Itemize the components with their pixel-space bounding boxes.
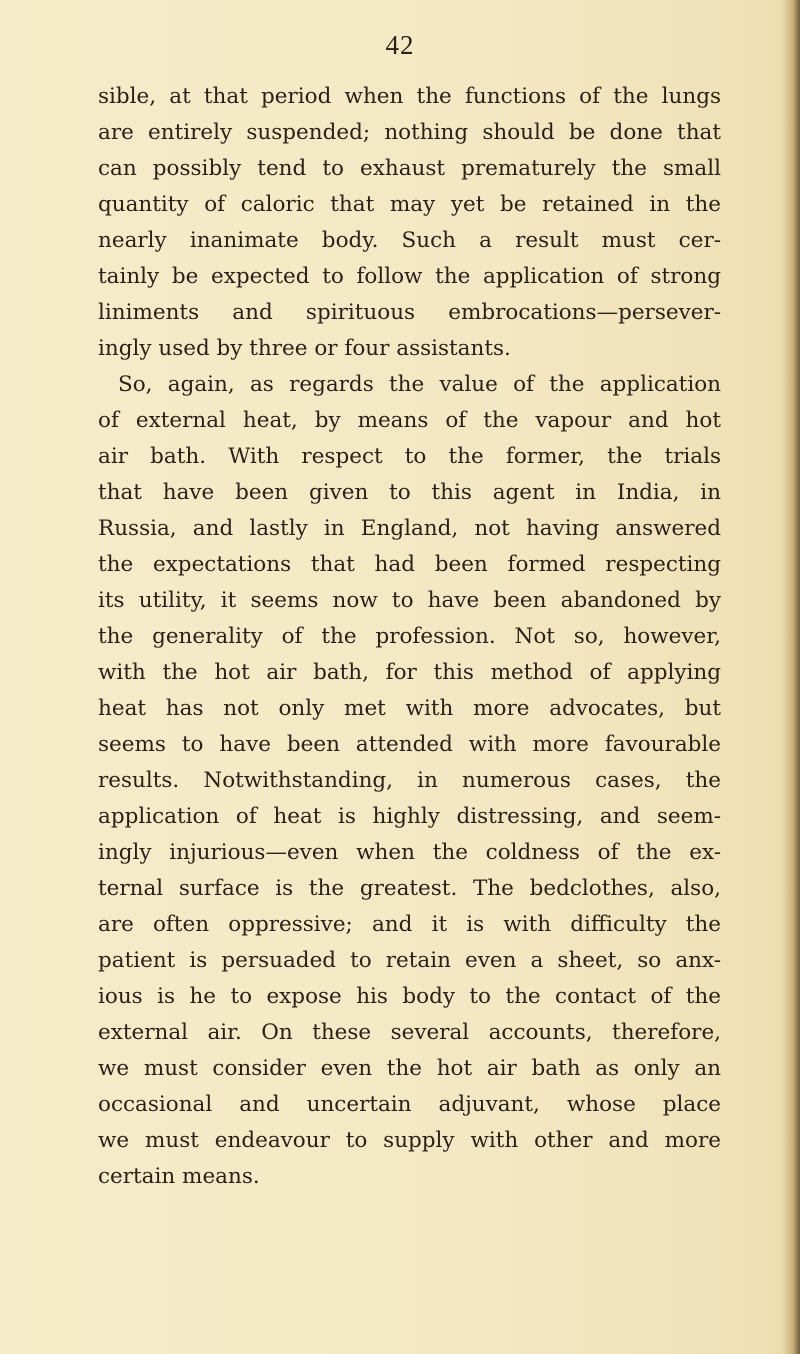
text-line: air bath. With respect to the former, the trials [98,444,721,469]
text-line: occasional and uncertain adjuvant, whose place [98,1092,721,1117]
page-edge-shadow [782,0,800,1354]
text-line: we must endeavour to supply with other and more [98,1128,721,1153]
text-line: of external heat, by means of the vapour and hot [98,408,721,433]
text-line: are often oppressive; and it is with difficulty the [98,912,721,937]
text-line: are entirely suspended; nothing should be done that [98,120,721,145]
text-line: the generality of the profession. Not so, however, [98,624,721,649]
text-line: sible, at that period when the functions of the lungs [98,84,721,109]
text-line: patient is persuaded to retain even a sheet, so anx- [98,948,721,973]
text-line: nearly inanimate body. Such a result must cer- [98,228,721,253]
text-line: certain means. [98,1164,260,1189]
text-line: its utility, it seems now to have been abandoned by [98,588,721,613]
text-line: ingly injurious—even when the coldness of the ex- [98,840,721,865]
text-line: liniments and spirituous embrocations—persever- [98,300,721,325]
text-line: Russia, and lastly in England, not having answered [98,516,721,541]
text-line: seems to have been attended with more favourable [98,732,721,757]
text-line: with the hot air bath, for this method of applying [98,660,721,685]
text-line: we must consider even the hot air bath as only an [98,1056,721,1081]
text-line: heat has not only met with more advocates, but [98,696,721,721]
text-line: quantity of caloric that may yet be retained in the [98,192,721,217]
text-line: the expectations that had been formed respecting [98,552,721,577]
text-line: external air. On these several accounts, therefore, [98,1020,721,1045]
text-line: tainly be expected to follow the application of strong [98,264,721,289]
text-line: can possibly tend to exhaust prematurely the small [98,156,721,181]
text-line: results. Notwithstanding, in numerous cases, the [98,768,721,793]
text-line: application of heat is highly distressing, and seem- [98,804,721,829]
text-line: So, again, as regards the value of the application [118,372,721,397]
text-line: ingly used by three or four assistants. [98,336,511,361]
text-line: ternal surface is the greatest. The bedclothes, also, [98,876,721,901]
text-line: that have been given to this agent in India, in [98,480,721,505]
text-line: ious is he to expose his body to the contact of the [98,984,721,1009]
page-number: 42 [385,30,415,60]
body-text [98,79,721,1195]
